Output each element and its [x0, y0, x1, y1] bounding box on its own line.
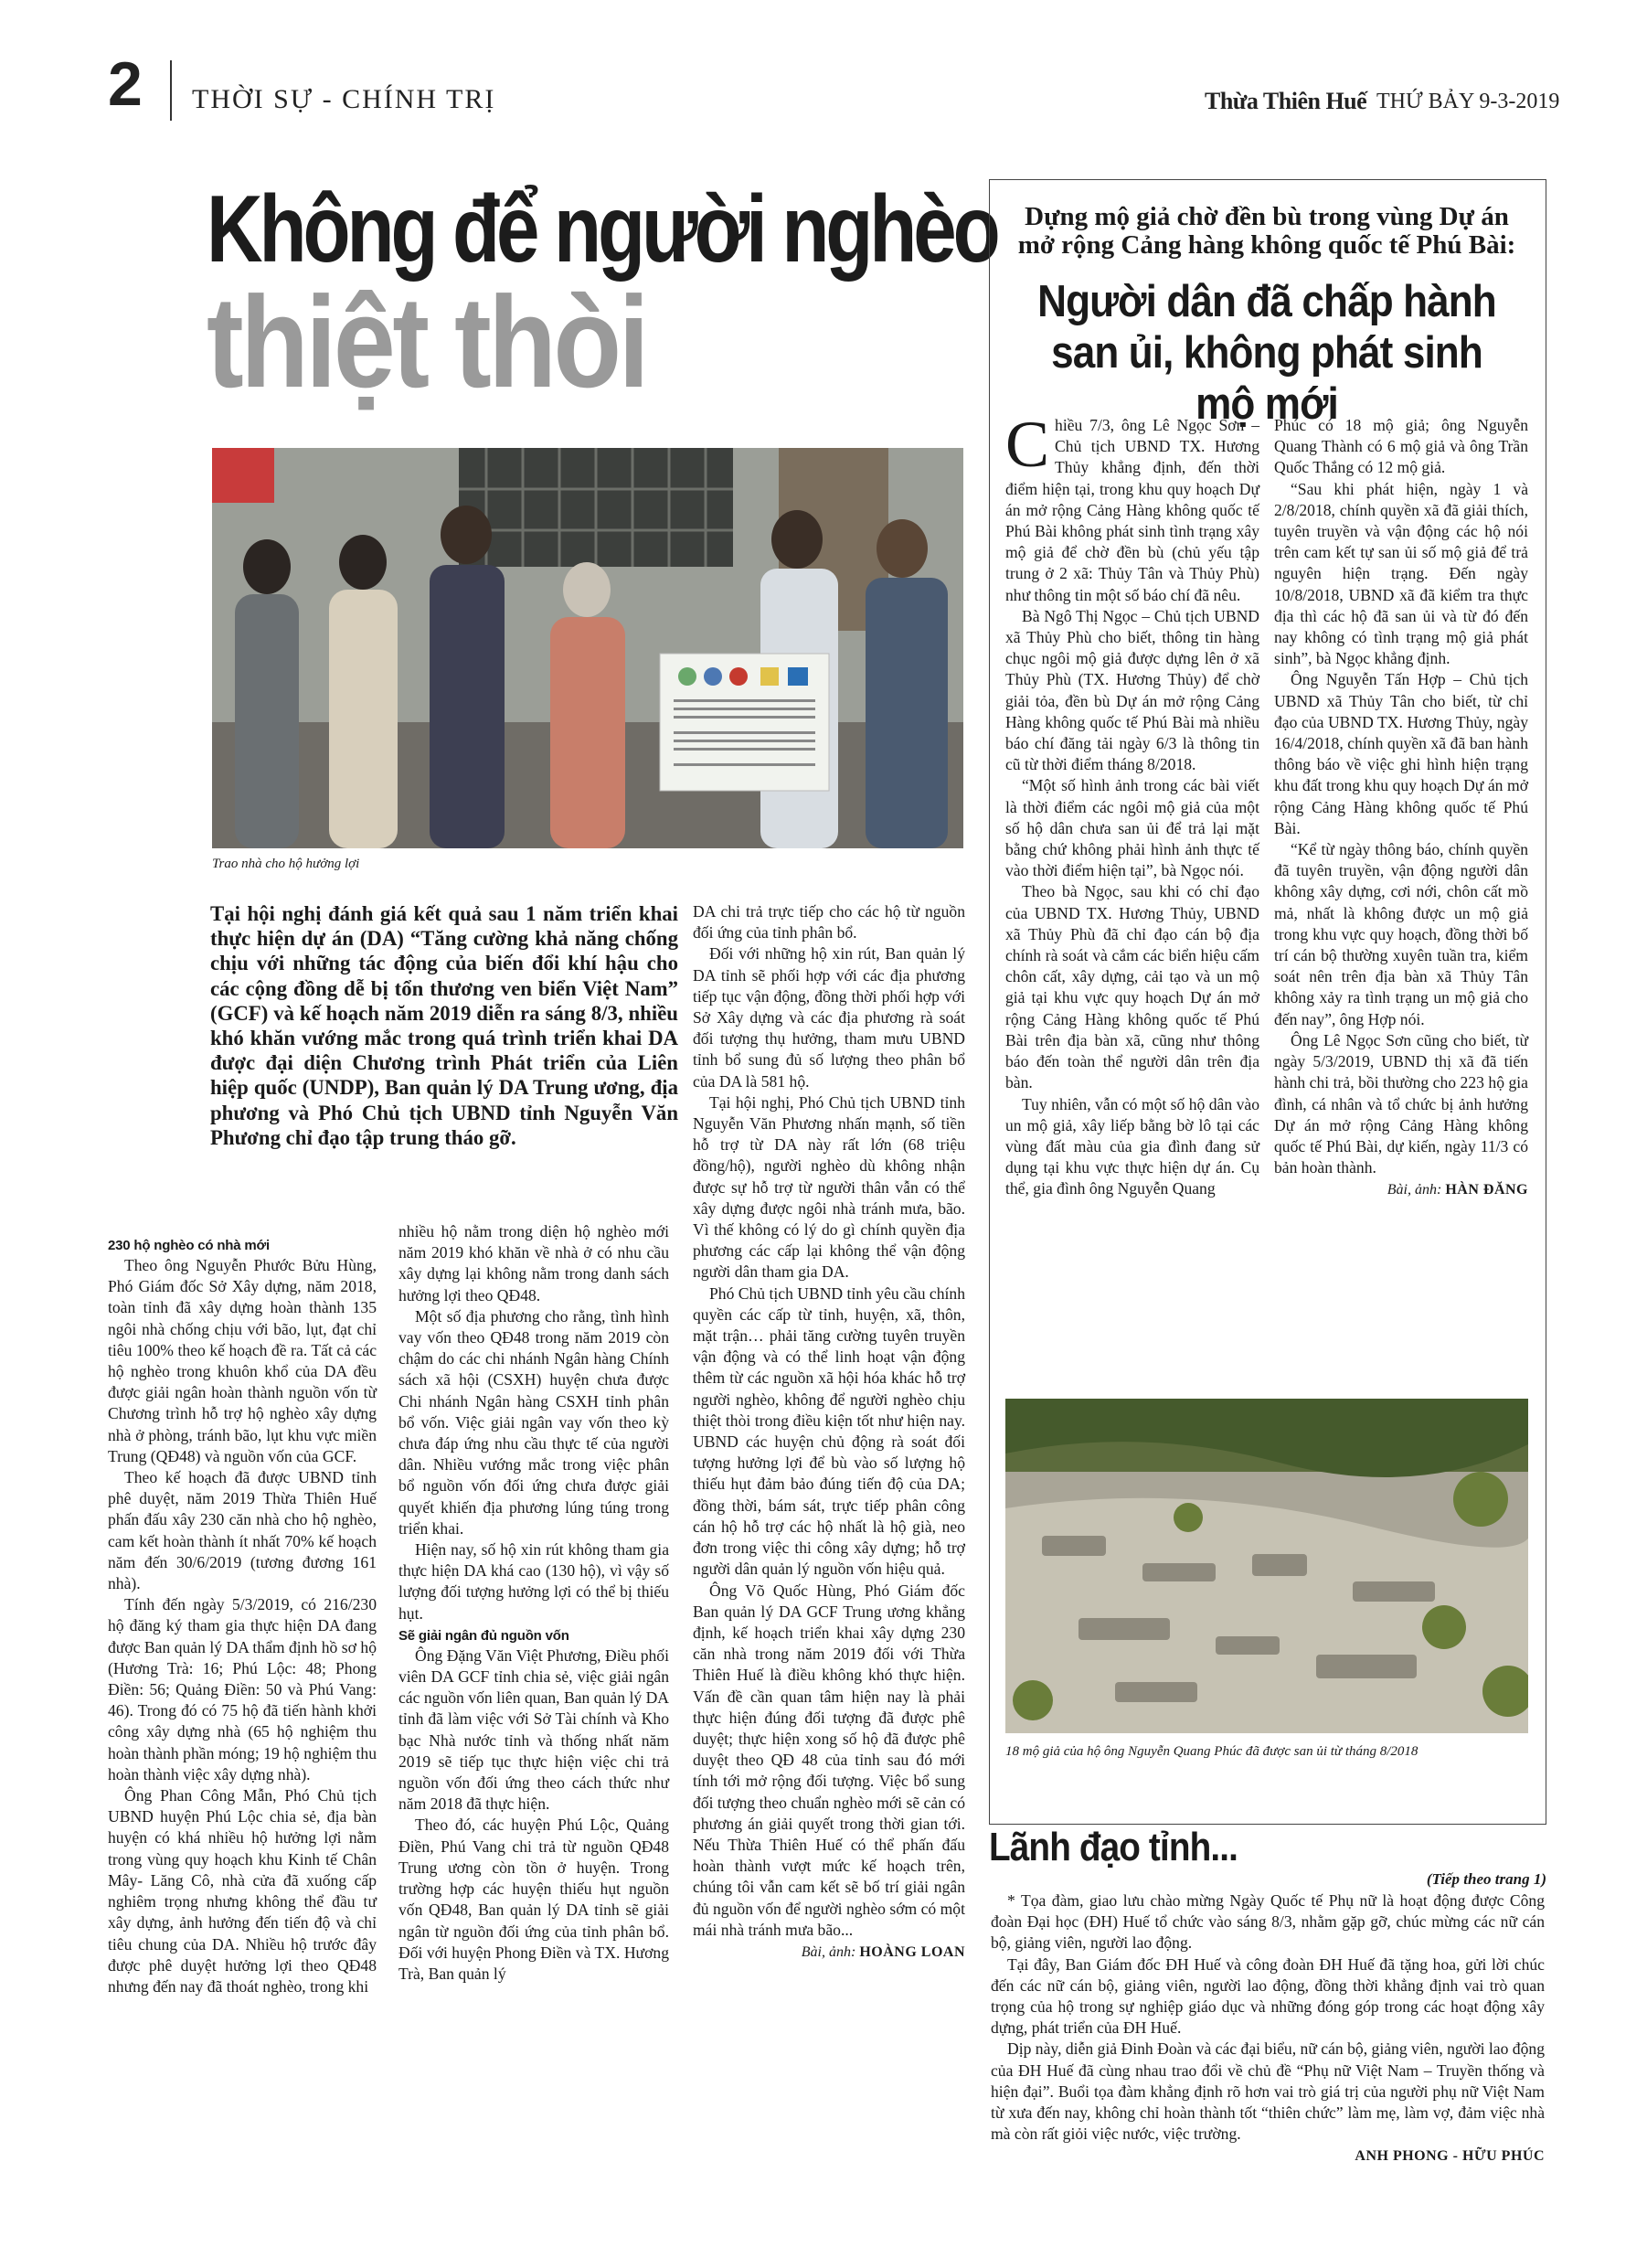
col3-paragraph: DA chi trả trực tiếp cho các hộ từ nguồn đối ứng của tỉnh phân bổ.	[693, 902, 965, 942]
main-title-line1: Không để người nghèo	[207, 176, 997, 282]
col1-paragraph: Theo ông Nguyễn Phước Bửu Hùng, Phó Giám đốc Sở Xây dựng, năm 2018, toàn tỉnh đã xây dựng hoàn thành 135 ngôi nhà chống chịu với bão, lụt, đạt chỉ tiêu 100% theo kế hoạch đề ra. Tất cả các hộ nghèo trong khuôn khổ của DA đều được giải ngân hoàn thành nguồn vốn từ Chương trình hỗ trợ hộ nghèo xây dựng nhà ở phòng, tránh bão, lụt khu vực miền Trung (QĐ48) và nguồn vốn của GCF.	[108, 1256, 377, 1465]
side-paragraph: Tuy nhiên, vẫn có một số hộ dân vào un mộ giả, xây liếp bằng bờ lô tại các vùng đất màu của gia đình đang sử dụng tại khu vực thực hiện dự án. Cụ thể, gia đình ông Nguyễn Quang	[1005, 1094, 1259, 1198]
side-paragraph: “Sau khi phát hiện, ngày 1 và 2/8/2018, chính quyền xã đã giải thích, tuyên truyền và vận động các hộ nói trên cam kết tự san ủi số mộ giả để trả nguyên hiện trạng. Đến ngày 10/8/2018, UBND xã đã kiểm tra thực địa thì các hộ đã san ủi và từ đó đến nay không có tình trạng mộ giả phát sinh”, bà Ngọc khẳng định.	[1274, 479, 1528, 668]
col1-paragraph: Ông Phan Công Mẫn, Phó Chủ tịch UBND huyện Phú Lộc chia sẻ, địa bàn huyện có khá nhiều hộ hưởng lợi nằm trong vùng quy hoạch khu Kinh tế Chân Mây- Lăng Cô, nhà cửa đã xuống cấp nghiêm trọng nhưng không thể đầu tư xây dựng, ảnh hưởng đến tiến độ và chỉ tiêu chung của DA. Nhiều hộ trước đây được phê duyệt hưởng lợi theo QĐ48 nhưng đến nay đã thoát nghèo, trong khi	[108, 1786, 377, 1996]
page-number: 2	[108, 49, 143, 119]
byline-label: Bài, ảnh:	[1387, 1182, 1442, 1198]
col3-paragraph: Tại hội nghị, Phó Chủ tịch UBND tỉnh Nguyễn Văn Phương nhấn mạnh, số tiền hỗ trợ từ DA này rất lớn (68 triệu đồng/hộ), người nghèo dù không nhận được sự hỗ trợ từ người thân vẫn có thể xây dựng được ngôi nhà tránh mưa, bão. Vì thế không có lý do gì chính quyền địa phương các cấp lại không thể vận động người dân tham gia DA.	[693, 1092, 965, 1282]
col2-paragraph: Theo đó, các huyện Phú Lộc, Quảng Điền, Phú Vang chi trả từ nguồn QĐ48 Trung ương còn tồn ở huyện. Trong trường hợp các huyện thiếu hụt nguồn vốn QĐ48, Ban quản lý DA tỉnh sẽ giải ngân từ nguồn đối ứng của tỉnh phân bổ. Đối với huyện Phong Điền và TX. Hương Trà, Ban quản lý	[398, 1815, 669, 1983]
col1-subhead: 230 hộ nghèo có nhà mới	[108, 1238, 270, 1253]
col2-paragraph: Một số địa phương cho rằng, tình hình vay vốn theo QĐ48 trong năm 2019 còn chậm do các chi nhánh Ngân hàng Chính sách xã hội (CSXH) huyện chưa được Chi nhánh Ngân hàng CSXH tỉnh phân bổ vốn. Việc giải ngân vay vốn theo kỳ chưa đáp ứng nhu cầu thực tế của người dân. Nhiều vướng mắc trong việc phân bổ nguồn vốn đối ứng chưa được giải quyết khiến địa phương lúng túng trong triển khai.	[398, 1306, 669, 1538]
main-col3	[693, 901, 965, 1961]
side-title: Người dân đã chấp hành san ủi, không phát sinh mộ mới	[1037, 277, 1496, 429]
col3-paragraph: Ông Võ Quốc Hùng, Phó Giám đốc Ban quản lý DA GCF Trung ương khẳng định, kế hoạch triển khai xây dựng 230 căn nhà trong năm 2019 đối với Thừa Thiên Huế là điều không khó thực hiện. Vấn đề cần quan tâm hiện nay là phải thực hiện đúng đối tượng đã được phê duyệt; thực hiện xong số hộ đã được phê duyệt theo QĐ 48 của tỉnh sau đó mới tính tới mở rộng đối tượng. Việc bổ sung đối tượng theo chuẩn nghèo mới sẽ cản có phương án giải quyết trong thời gian tới. Nếu Thừa Thiên Huế có thể phấn đấu hoàn thành vượt mức kế hoạch trên, chúng tôi vẫn cam kết sẽ bố trí giải ngân đủ nguồn vốn để người nghèo sớm có một mái nhà tránh mưa bão...	[693, 1581, 965, 1939]
col2-paragraph: Ông Đặng Văn Việt Phương, Điều phối viên DA GCF tỉnh chia sẻ, việc giải ngân các nguồn vốn liên quan, Ban quản lý DA tỉnh đã làm việc với Sở Tài chính và Kho bạc Nhà nước tỉnh và thống nhất năm 2019 sẽ tiếp tục thực hiện việc chi trả nguồn vốn đối ứng theo cách thức như năm 2018 đã thực hiện.	[398, 1645, 669, 1814]
side-kicker: Dựng mộ giả chờ đền bù trong vùng Dự án mở rộng Cảng hàng không quốc tế Phú Bài:	[1017, 202, 1516, 260]
side-paragraph: “Một số hình ảnh trong các bài viết là thời điểm các ngôi mộ giả của một số hộ dân chưa san ủi để trả lại mặt bằng chứ không phải hình ảnh thực tế vào thời điểm hiện tại”, bà Ngọc nói.	[1005, 776, 1259, 880]
bottom-paragraph: Dịp này, diễn giả Đinh Đoàn và các đại biểu, nữ cán bộ, giảng viên, người lao động của ĐH Huế đã cùng nhau trao đổi về chủ đề “Phụ nữ Việt Nam – Truyền thống và hiện đại”. Buổi tọa đàm khẳng định rõ hơn vai trò giá trị của người phụ nữ Việt Nam từ xưa đến nay, không chỉ hoàn thành tốt “thiên chức” làm mẹ, làm vợ, đảm việc nhà mà còn rất giỏi việc nước, việc trường.	[991, 2039, 1545, 2144]
col1-paragraph: Tính đến ngày 5/3/2019, có 216/230 hộ đăng ký tham gia thực hiện DA đang được Ban quản lý DA thẩm định hồ sơ hộ (Hương Trà: 16; Phú Lộc: 48; Phong Điền: 56; Quảng Điền: 50 và Phú Vang: 46). Trong đó có 75 hộ đã tiến hành khởi công xây dựng nhà (65 hộ nghiệm thu hoàn thành phần móng; 19 hộ nghiệm thu hoàn thành việc xây dựng nhà).	[108, 1595, 377, 1784]
section-name: THỜI SỰ - CHÍNH TRỊ	[192, 84, 496, 114]
byline-label: Bài, ảnh:	[801, 1943, 856, 1960]
col3-paragraph: Đối với những hộ xin rút, Ban quản lý DA tỉnh sẽ phối hợp với các địa phương tiếp tục vận động, đồng thời phối hợp với Sở Xây dựng và các địa phương rà soát đối tượng thụ hưởng, tham mưu UBND tỉnh bổ sung đủ số lượng theo phân bổ của DA là 581 hộ.	[693, 944, 965, 1091]
side-col2	[1274, 415, 1528, 1198]
side-byline	[1274, 1182, 1528, 1198]
side-paragraph: Ông Lê Ngọc Sơn cũng cho biết, từ ngày 5/3/2019, UBND thị xã đã tiến hành chi trả, bồi thường cho 223 hộ gia đình, cá nhân và tổ chức bị ảnh hưởng Dự án mở rộng Cảng Hàng không quốc tế Phú Bài, dự kiến, ngày 11/3 có bản hoàn thành.	[1274, 1030, 1528, 1177]
bottom-body	[991, 1890, 1545, 2165]
col1-paragraph: Theo kế hoạch đã được UBND tỉnh phê duyệt, năm 2019 Thừa Thiên Huế phấn đấu xây 230 căn nhà cho hộ nghèo, cam kết hoàn thành ít nhất 70% kế hoạch năm đến 30/6/2019 (tương đương 161 nhà).	[108, 1468, 377, 1593]
bottom-paragraph: * Tọa đàm, giao lưu chào mừng Ngày Quốc tế Phụ nữ là hoạt động được Công đoàn Đại học (ĐH) Huế tổ chức vào sáng 8/3, nhằm gặp gỡ, chúc mừng các nữ cán bộ, giảng viên, người lao động.	[991, 1891, 1545, 1953]
col2-subhead: Sẽ giải ngân đủ nguồn vốn	[398, 1627, 569, 1644]
byline-author: HOÀNG LOAN	[859, 1943, 965, 1960]
issue-date: THỨ BẢY 9-3-2019	[1376, 90, 1560, 113]
main-title-line2: thiệt thòi	[207, 270, 647, 415]
side-first-paragraph	[1005, 408, 1259, 606]
page-header	[0, 0, 1647, 119]
paper-name: Thừa Thiên Huế	[1205, 88, 1367, 114]
bottom-continued: (Tiếp theo trang 1)	[1426, 1870, 1546, 1888]
side-first-paragraph-text: hiều 7/3, ông Lê Ngọc Sơn – Chủ tịch UBND TX. Hương Thủy khẳng định, đến thời điểm hiện tại, trong khu quy hoạch Dự án mở rộng Cảng Hàng không quốc tế Phú Bài không phát sinh tình trạng xây mộ giả để chờ đền bù (chủ yếu tập trung ở 2 xã: Thủy Tân và Thủy Phù) như thông tin một số báo chí đã nêu.	[1005, 416, 1259, 604]
main-col2	[398, 1221, 669, 1985]
byline-author: HÀN ĐĂNG	[1445, 1182, 1528, 1198]
col2-paragraph: Hiện nay, số hộ xin rút không tham gia thực hiện DA khá cao (130 hộ), vì vậy số lượng đối tượng hưởng lợi có thể bị thiếu hụt.	[398, 1540, 669, 1623]
col3-paragraph: Phó Chủ tịch UBND tỉnh yêu cầu chính quyền các cấp từ tỉnh, huyện, xã, thôn, mặt trận… phải tăng cường tuyên truyền vận động và có thể linh hoạt vận động thêm từ các nguồn xã hội hóa khác hỗ trợ người nghèo, không để người nghèo chịu thiệt thòi trong điều kiện tốt như hiện nay. UBND các huyện chủ động rà soát đối tượng hưởng lợi để bù vào số lượng hộ thiếu hụt đảm bảo đúng tiến độ của DA; đồng thời, bám sát, trực tiếp phân công cán hộ hỗ trợ các hộ nhất là hộ già, neo đơn trong việc thi công xây dựng; hỗ trợ người dân quản lý nguồn vốn hiệu quả.	[693, 1283, 966, 1579]
side-paragraph: Theo bà Ngọc, sau khi có chỉ đạo của UBND TX. Hương Thủy, UBND xã Thủy Phù đã chỉ đạo cán bộ địa chính rà soát và cắm các biển hiệu cấm chôn cất, xây dựng, cải tạo và un mộ giả tại khu vực quy hoạch Dự án mở rộng Cảng Hàng không quốc tế Phú Bài trên địa bàn xã, cũng như thông báo đến toàn thể người dân trên địa bàn.	[1005, 882, 1259, 1092]
main-photo-caption: Trao nhà cho hộ hưởng lợi	[212, 857, 360, 871]
side-photo-caption: 18 mộ giả của hộ ông Nguyễn Quang Phúc đã được san ủi từ tháng 8/2018	[1005, 1744, 1419, 1759]
byline-author: ANH PHONG - HỮU PHÚC	[1355, 2148, 1545, 2165]
main-col1	[108, 1234, 377, 1997]
header-divider	[170, 60, 172, 121]
col3-byline	[693, 1944, 965, 1961]
drop-cap: C	[1005, 408, 1050, 481]
side-paragraph: “Kể từ ngày thông báo, chính quyền đã tuyên truyền, vận động người dân không xây dựng, cơi nới, chôn cất mồ mả, nhất là không được un mộ giả trong khu vực quy hoạch, đồng thời bố trí cán bộ thường xuyên tuần tra, kiểm soát nên trên địa bàn xã Thủy Tân không xảy ra tình trạng un mộ giả cho đến nay”, ông Hợp nói.	[1274, 840, 1528, 1028]
side-paragraph: Bà Ngô Thị Ngọc – Chủ tịch UBND xã Thủy Phù cho biết, thông tin hàng chục ngôi mộ giả được dựng lên ở xã Thủy Phù (TX. Hương Thủy) để chờ giải tỏa, đền bù Dự án mở rộng Cảng Hàng không quốc tế Phú Bài mà nhiều báo chí đăng tải ngày 6/3 là thông tin cũ từ thời điểm tháng 8/2018.	[1005, 606, 1259, 774]
side-paragraph: Ông Nguyễn Tấn Hợp – Chủ tịch UBND xã Thủy Tân cho biết, từ chỉ đạo của UBND TX. Hương Thủy, ngày 16/4/2018, chính quyền xã đã ban hành thông báo về việc ghi hình hiện trạng khu đất trong khu quy hoạch Dự án mở rộng Cảng Hàng không quốc tế Phú Bài.	[1274, 670, 1528, 837]
bottom-paragraph: Tại đây, Ban Giám đốc ĐH Huế và công đoàn ĐH Huế đã tặng hoa, gửi lời chúc đến các nữ cán bộ, giảng viên, người lao động, đồng thời khẳng định vai trò quan trọng của hộ trong sự nghiệp giáo dục và những đóng góp trong các hoạt động xây dựng, phát triển của ĐH Huế.	[991, 1954, 1545, 2038]
side-col1	[1005, 408, 1259, 1200]
main-lead: Tại hội nghị đánh giá kết quả sau 1 năm triển khai thực hiện dự án (DA) “Tăng cường khả năng chống chịu với những tác động của biến đổi khí hậu cho các cộng đồng dễ bị tổn thương ven biển Việt Nam” (GCF) và kế hoạch năm 2019 diễn ra sáng 8/3, nhiều khó khăn vướng mắc trong quá trình triển khai DA được đại diện Chương trình Phát triển của Liên hiệp quốc (UNDP), Ban quản lý DA Trung ương, địa phương và Phó Chủ tịch UBND tỉnh Nguyễn Văn Phương chỉ đạo tập trung tháo gỡ.	[210, 902, 678, 1149]
bottom-title: Lãnh đạo tỉnh...	[989, 1825, 1238, 1869]
col2-paragraph: nhiều hộ nằm trong diện hộ nghèo mới năm 2019 khó khăn về nhà ở có nhu cầu xây dựng lại không nằm trong danh sách hưởng lợi theo QĐ48.	[398, 1222, 669, 1304]
side-photo	[1005, 1399, 1528, 1733]
main-photo	[212, 448, 963, 848]
side-paragraph: Phúc có 18 mộ giả; ông Nguyễn Quang Thành có 6 mộ giả và ông Trần Quốc Thắng có 12 mộ giả.	[1274, 416, 1528, 477]
bottom-byline	[991, 2148, 1545, 2165]
